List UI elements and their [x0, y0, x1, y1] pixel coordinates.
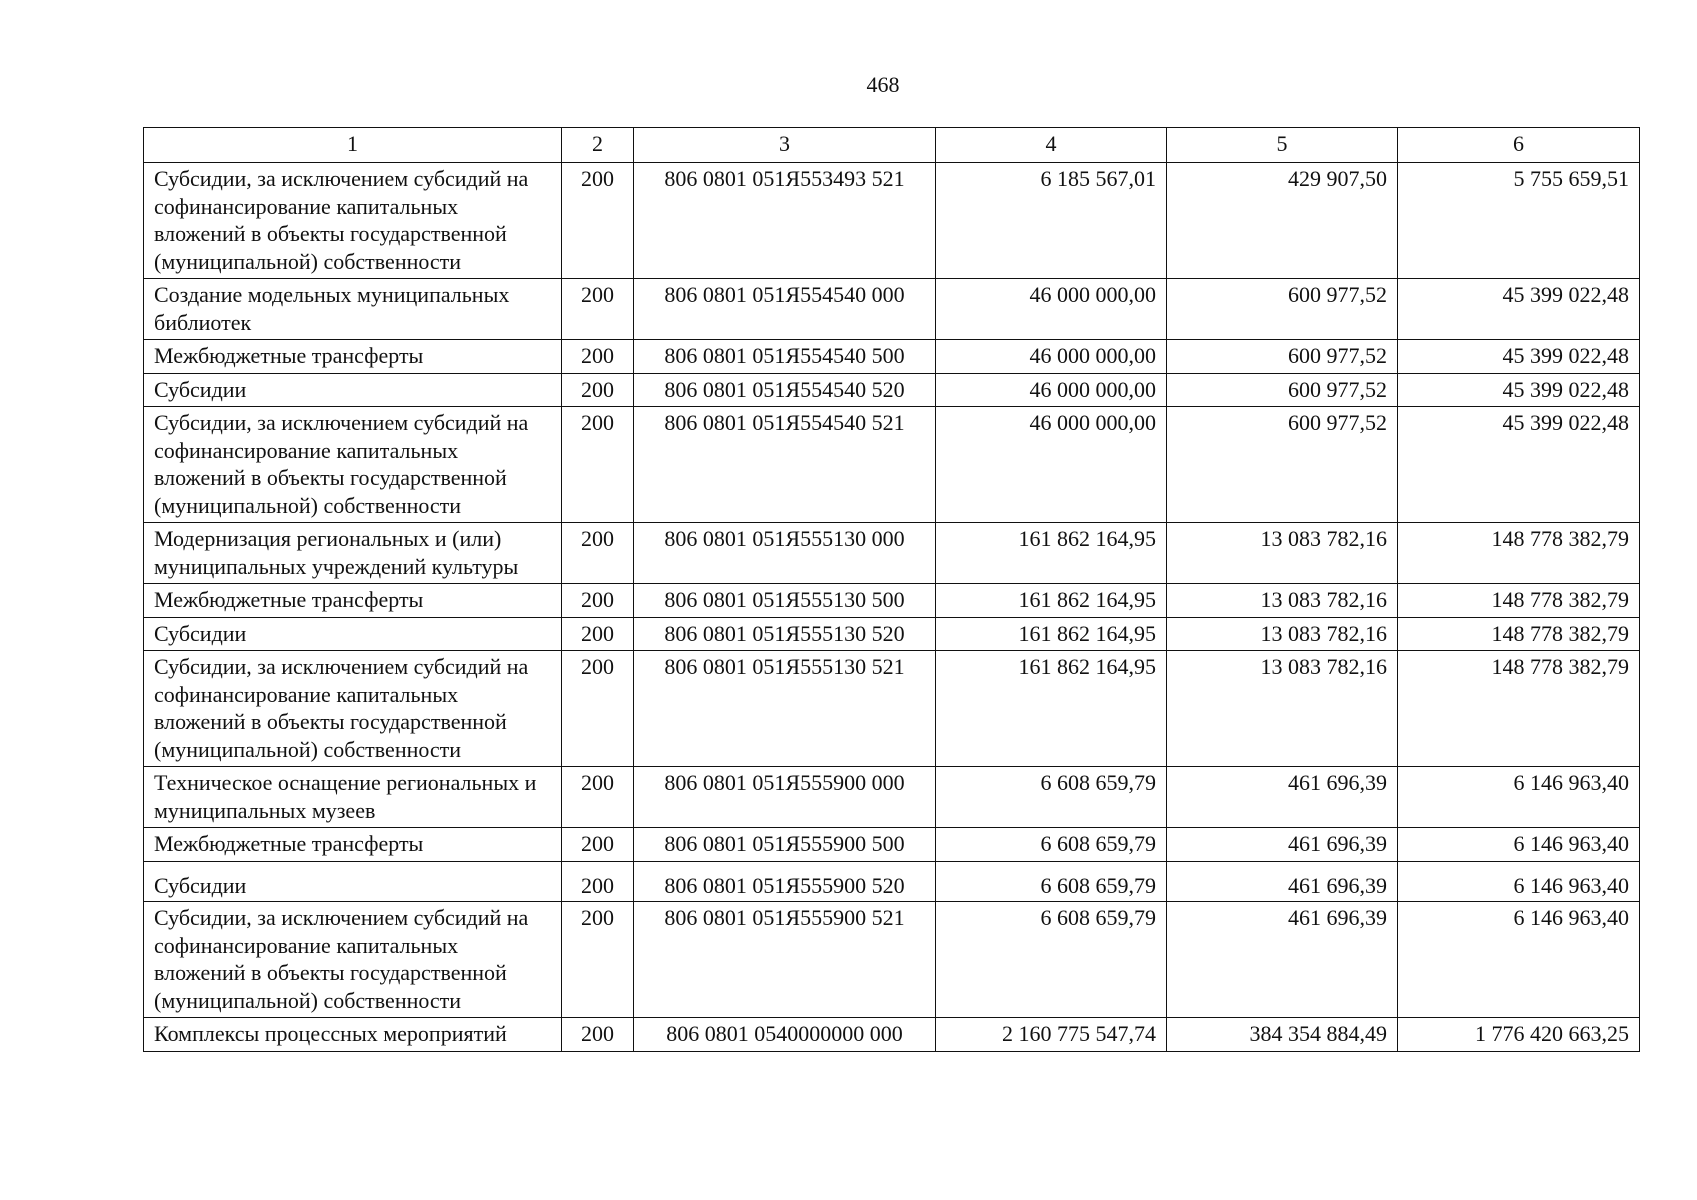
column-header-4: 4: [936, 128, 1167, 163]
row-value-col5-cell: 13 083 782,16: [1167, 523, 1398, 584]
row-value-col6-cell: 6 146 963,40: [1398, 902, 1640, 1018]
row-value-col4-cell: 46 000 000,00: [936, 279, 1167, 340]
row-name-cell: Межбюджетные трансферты: [144, 584, 562, 618]
row-value-col6-cell: 148 778 382,79: [1398, 523, 1640, 584]
row-value-col4-cell: 46 000 000,00: [936, 407, 1167, 523]
row-value-col4-cell: 161 862 164,95: [936, 523, 1167, 584]
row-code-cell: 806 0801 051Я554540 500: [634, 340, 936, 374]
row-grbs-cell: 200: [562, 617, 634, 651]
row-grbs-cell: 200: [562, 584, 634, 618]
row-value-col6-cell: 1 776 420 663,25: [1398, 1018, 1640, 1052]
row-value-col6-cell: 6 146 963,40: [1398, 767, 1640, 828]
row-value-col4-cell: 6 608 659,79: [936, 902, 1167, 1018]
row-name-cell: Техническое оснащение региональных и муниципальных музеев: [144, 767, 562, 828]
row-value-col5-cell: 600 977,52: [1167, 279, 1398, 340]
row-grbs-cell: 200: [562, 861, 634, 902]
table-row: [144, 1018, 1640, 1052]
row-value-col5-cell: 13 083 782,16: [1167, 617, 1398, 651]
row-name-cell: Межбюджетные трансферты: [144, 340, 562, 374]
row-code-cell: 806 0801 051Я555130 500: [634, 584, 936, 618]
row-grbs-cell: 200: [562, 163, 634, 279]
row-value-col5-cell: 429 907,50: [1167, 163, 1398, 279]
row-value-col4-cell: 6 608 659,79: [936, 767, 1167, 828]
row-value-col6-cell: 45 399 022,48: [1398, 279, 1640, 340]
budget-table: [143, 127, 1640, 1052]
row-value-col6-cell: 45 399 022,48: [1398, 340, 1640, 374]
row-grbs-cell: 200: [562, 279, 634, 340]
row-code-cell: 806 0801 051Я554540 520: [634, 373, 936, 407]
page-number: 468: [866, 72, 900, 97]
row-grbs-cell: 200: [562, 767, 634, 828]
row-name-cell: Создание модельных муниципальных библиотек: [144, 279, 562, 340]
row-value-col6-cell: 148 778 382,79: [1398, 584, 1640, 618]
row-value-col6-cell: 45 399 022,48: [1398, 407, 1640, 523]
row-value-col5-cell: 384 354 884,49: [1167, 1018, 1398, 1052]
row-value-col5-cell: 461 696,39: [1167, 828, 1398, 862]
row-name-cell: Субсидии, за исключением субсидий на софинансирование капитальных вложений в объекты государственной (муниципальной) собственности: [144, 163, 562, 279]
row-name-cell: Субсидии: [144, 617, 562, 651]
table-row: [144, 767, 1640, 828]
row-value-col4-cell: 46 000 000,00: [936, 373, 1167, 407]
table-row: [144, 651, 1640, 767]
row-value-col5-cell: 13 083 782,16: [1167, 651, 1398, 767]
row-grbs-cell: 200: [562, 340, 634, 374]
row-name-cell: Комплексы процессных мероприятий: [144, 1018, 562, 1052]
row-code-cell: 806 0801 051Я555900 500: [634, 828, 936, 862]
row-name-cell: Субсидии, за исключением субсидий на софинансирование капитальных вложений в объекты государственной (муниципальной) собственности: [144, 407, 562, 523]
row-value-col6-cell: 6 146 963,40: [1398, 861, 1640, 902]
row-value-col6-cell: 148 778 382,79: [1398, 651, 1640, 767]
table-header-row: [144, 128, 1640, 163]
table-row: [144, 617, 1640, 651]
row-code-cell: 806 0801 051Я555130 521: [634, 651, 936, 767]
row-value-col6-cell: 45 399 022,48: [1398, 373, 1640, 407]
table-row: [144, 340, 1640, 374]
table-row: [144, 902, 1640, 1018]
row-value-col5-cell: 461 696,39: [1167, 767, 1398, 828]
row-name-cell: Субсидии: [144, 373, 562, 407]
row-grbs-cell: 200: [562, 651, 634, 767]
row-value-col4-cell: 6 608 659,79: [936, 828, 1167, 862]
row-name-cell: Межбюджетные трансферты: [144, 828, 562, 862]
row-code-cell: 806 0801 0540000000 000: [634, 1018, 936, 1052]
table-row: [144, 828, 1640, 862]
row-grbs-cell: 200: [562, 902, 634, 1018]
row-value-col4-cell: 6 608 659,79: [936, 861, 1167, 902]
table-row: [144, 861, 1640, 902]
row-grbs-cell: 200: [562, 828, 634, 862]
row-grbs-cell: 200: [562, 407, 634, 523]
row-code-cell: 806 0801 051Я555130 520: [634, 617, 936, 651]
row-value-col4-cell: 161 862 164,95: [936, 617, 1167, 651]
row-value-col5-cell: 600 977,52: [1167, 407, 1398, 523]
row-value-col5-cell: 600 977,52: [1167, 373, 1398, 407]
row-code-cell: 806 0801 051Я554540 521: [634, 407, 936, 523]
column-header-2: 2: [562, 128, 634, 163]
row-value-col6-cell: 6 146 963,40: [1398, 828, 1640, 862]
table-row: [144, 523, 1640, 584]
column-header-1: 1: [144, 128, 562, 163]
table-body: [144, 163, 1640, 1052]
row-code-cell: 806 0801 051Я555900 520: [634, 861, 936, 902]
row-value-col5-cell: 461 696,39: [1167, 902, 1398, 1018]
row-name-cell: Субсидии, за исключением субсидий на софинансирование капитальных вложений в объекты государственной (муниципальной) собственности: [144, 651, 562, 767]
row-value-col4-cell: 161 862 164,95: [936, 651, 1167, 767]
row-value-col5-cell: 13 083 782,16: [1167, 584, 1398, 618]
row-name-cell: Модернизация региональных и (или) муниципальных учреждений культуры: [144, 523, 562, 584]
row-code-cell: 806 0801 051Я555130 000: [634, 523, 936, 584]
table-row: [144, 407, 1640, 523]
row-value-col4-cell: 46 000 000,00: [936, 340, 1167, 374]
table-row: [144, 373, 1640, 407]
row-value-col5-cell: 461 696,39: [1167, 861, 1398, 902]
row-code-cell: 806 0801 051Я553493 521: [634, 163, 936, 279]
row-grbs-cell: 200: [562, 523, 634, 584]
row-value-col6-cell: 148 778 382,79: [1398, 617, 1640, 651]
column-header-3: 3: [634, 128, 936, 163]
row-name-cell: Субсидии: [144, 861, 562, 902]
row-value-col5-cell: 600 977,52: [1167, 340, 1398, 374]
table-row: [144, 163, 1640, 279]
row-code-cell: 806 0801 051Я555900 521: [634, 902, 936, 1018]
row-grbs-cell: 200: [562, 1018, 634, 1052]
table-row: [144, 584, 1640, 618]
row-value-col6-cell: 5 755 659,51: [1398, 163, 1640, 279]
row-value-col4-cell: 2 160 775 547,74: [936, 1018, 1167, 1052]
row-code-cell: 806 0801 051Я554540 000: [634, 279, 936, 340]
row-value-col4-cell: 6 185 567,01: [936, 163, 1167, 279]
row-name-cell: Субсидии, за исключением субсидий на софинансирование капитальных вложений в объекты государственной (муниципальной) собственности: [144, 902, 562, 1018]
table-row: [144, 279, 1640, 340]
column-header-6: 6: [1398, 128, 1640, 163]
column-header-5: 5: [1167, 128, 1398, 163]
row-code-cell: 806 0801 051Я555900 000: [634, 767, 936, 828]
row-grbs-cell: 200: [562, 373, 634, 407]
row-value-col4-cell: 161 862 164,95: [936, 584, 1167, 618]
